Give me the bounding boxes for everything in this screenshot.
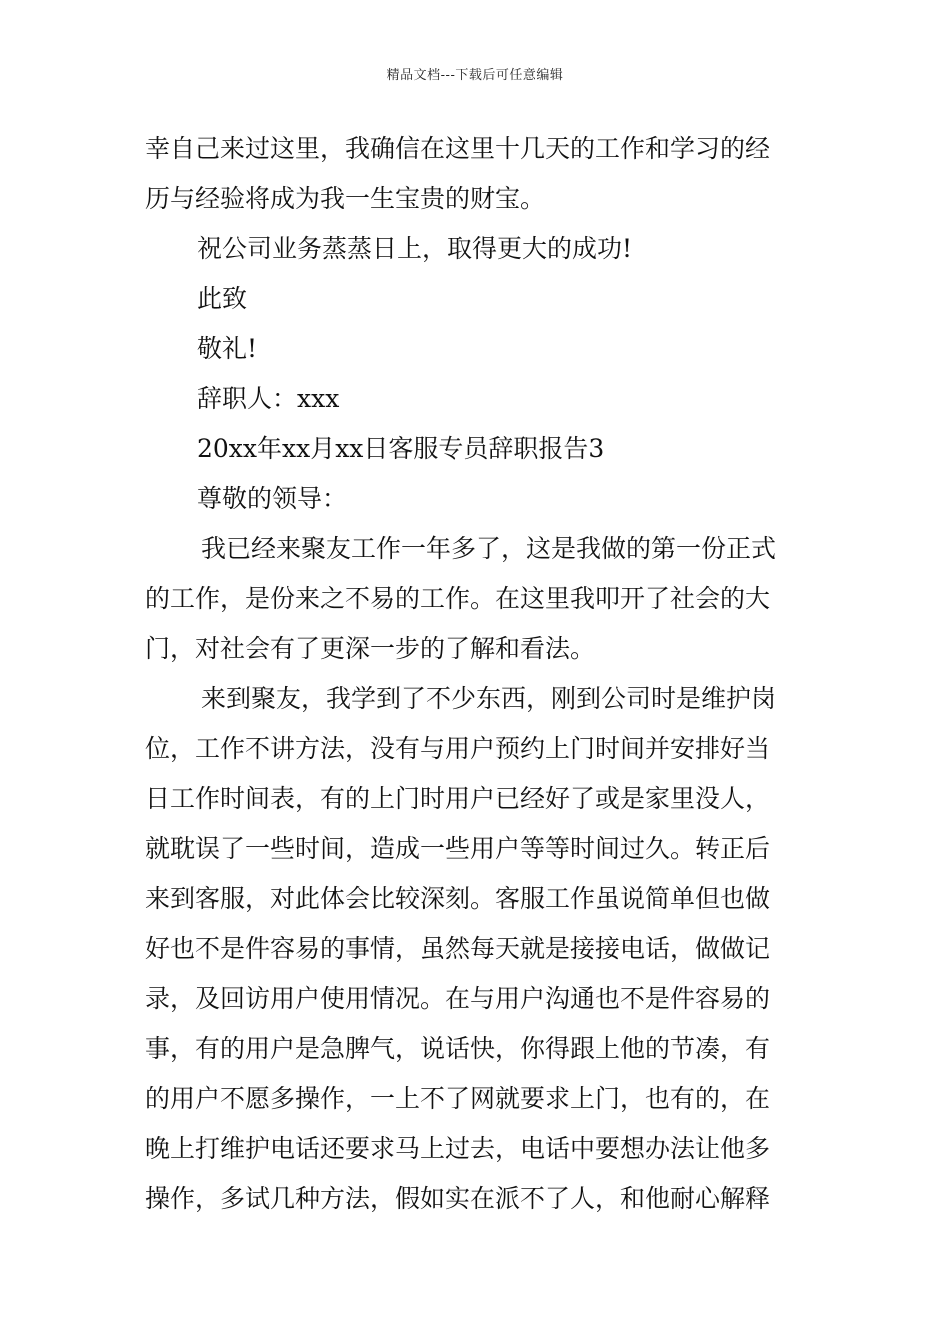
text-line: 位，工作不讲方法，没有与用户预约上门时间并安排好当 xyxy=(145,734,771,763)
text-line: 20xx年xx月xx日客服专员辞职报告3 xyxy=(197,434,605,463)
text-line: 祝公司业务蒸蒸日上，取得更大的成功! xyxy=(197,234,633,263)
text-line: 事，有的用户是急脾气，说话快，你得跟上他的节凑，有 xyxy=(145,1034,771,1063)
text-line: 幸自己来过这里，我确信在这里十几天的工作和学习的经 xyxy=(145,134,771,163)
text-line: 晚上打维护电话还要求马上过去，电话中要想办法让他多 xyxy=(145,1134,771,1163)
text-line: 的工作，是份来之不易的工作。在这里我叩开了社会的大 xyxy=(145,584,771,613)
document-body xyxy=(145,124,807,1224)
text-line: 日工作时间表，有的上门时用户已经好了或是家里没人， xyxy=(145,784,771,813)
text-line: 操作，多试几种方法，假如实在派不了人，和他耐心解释 xyxy=(145,1184,771,1213)
text-line: 来到客服，对此体会比较深刻。客服工作虽说简单但也做 xyxy=(145,884,771,913)
text-line: 门，对社会有了更深一步的了解和看法。 xyxy=(145,634,596,663)
page-header: 精品文档---下载后可任意编辑 xyxy=(386,68,564,83)
text-line: 就耽误了一些时间，造成一些用户等等时间过久。转正后 xyxy=(145,834,771,863)
text-line: 来到聚友，我学到了不少东西，刚到公司时是维护岗 xyxy=(201,684,777,713)
text-line: 好也不是件容易的事情，虽然每天就是接接电话，做做记 xyxy=(145,934,771,963)
text-line: 辞职人：xxx xyxy=(197,384,340,413)
text-line: 此致 xyxy=(197,284,248,313)
text-line: 录，及回访用户使用情况。在与用户沟通也不是件容易的 xyxy=(145,984,771,1013)
text-line: 敬礼! xyxy=(197,334,258,363)
text-line: 我已经来聚友工作一年多了，这是我做的第一份正式 xyxy=(201,534,777,563)
text-line: 历与经验将成为我一生宝贵的财宝。 xyxy=(145,184,546,213)
text-line: 尊敬的领导： xyxy=(197,484,348,513)
text-line: 的用户不愿多操作，一上不了网就要求上门，也有的，在 xyxy=(145,1084,771,1113)
